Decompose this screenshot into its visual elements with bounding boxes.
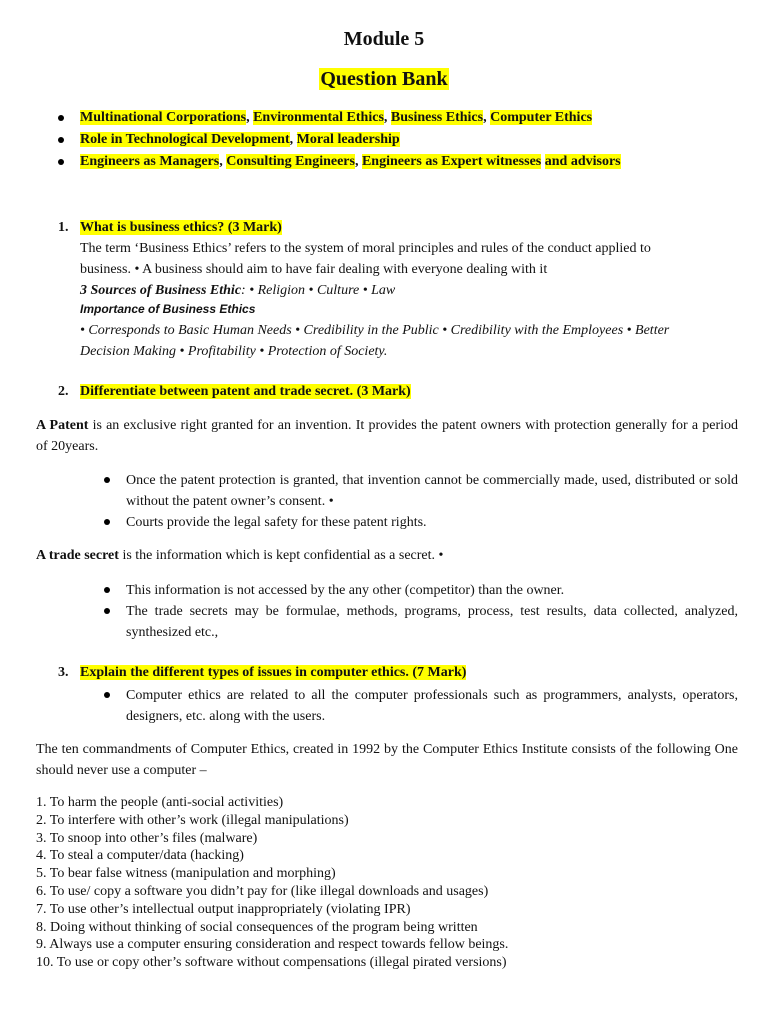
topic-separator: , [289,132,297,147]
topic-highlight: Engineers as Expert witnesses [361,154,542,169]
bullet-icon [104,519,110,525]
topic-highlight: Computer Ethics [490,110,593,125]
topic-text [80,154,621,169]
list-item [104,601,738,643]
q1-answer-line: The term ‘Business Ethics’ refers to the system of moral principles and rules of the conduct applied to [80,241,651,256]
question-2-heading [58,384,411,400]
topic-separator: , [219,154,227,169]
question-bank-title [0,68,768,91]
question-bank-title-text: Question Bank [320,68,448,90]
bullet-icon [104,608,110,614]
topic-separator: , [383,110,391,125]
list-item [104,512,738,533]
topic-text [80,110,592,125]
commandment-item: 6. To use/ copy a software you didn’t pay for (like illegal downloads and usages) [36,883,489,899]
computer-ethics-points [104,685,738,727]
bullet-icon [58,159,64,165]
commandment-item: 7. To use other’s intellectual output inappropriately (violating IPR) [36,901,411,917]
question-text: What is business ethics? (3 Mark) [80,220,282,235]
bullet-icon [104,477,110,483]
list-item-text: Courts provide the legal safety for these patent rights. [126,515,427,530]
trade-secret-label: A trade secret [36,548,119,563]
q1-importance-label [80,300,740,319]
topic-highlight: Consulting Engineers [226,154,355,169]
q1-answer-line: business. • A business should aim to have fair dealing with everyone dealing with it [80,262,548,277]
list-item [104,580,738,601]
topic-highlight: Moral leadership [296,132,400,147]
q1-sources [80,280,740,301]
topic-list [58,108,748,174]
question-number: 1. [58,220,69,235]
commandment-item: 1. To harm the people (anti-social activities) [36,795,284,810]
trade-secret-points [104,580,738,643]
patent-points [104,470,738,533]
commandment-item: 3. To snoop into other’s files (malware) [36,830,258,846]
topic-item [58,108,748,130]
trade-secret-paragraph [36,545,738,566]
module-title: Module 5 [343,28,425,50]
trade-secret-text: is the information which is kept confidential as a secret. • [118,548,444,563]
commandment-item: 2. To interfere with other’s work (illegal manipulations) [36,812,349,828]
question-text: Differentiate between patent and trade secret. (3 Mark) [80,384,411,399]
topic-item [58,152,748,174]
topic-highlight: Engineers as Managers [80,154,220,169]
question-number: 3. [58,665,69,680]
list-item [104,470,738,512]
bullet-icon [58,115,64,121]
list-item [104,685,738,727]
topic-item [58,130,748,152]
topic-highlight: Multinational Corporations [80,110,247,125]
q1-importance-line: Decision Making • Profitability • Protection of Society. [80,344,388,359]
importance-label: Importance of Business Ethics [80,302,256,316]
list-item-text: Computer ethics are related to all the computer professionals such as programmers, analysts, operators, designers, etc. along with the users. [126,688,738,724]
patent-text: is an exclusive right granted for an invention. It provides the patent owners with protection generally for a period of 20years. [36,418,738,454]
question-text: Explain the different types of issues in computer ethics. (7 Mark) [80,665,467,680]
patent-label: A Patent [36,418,89,433]
topic-text [80,132,400,147]
bullet-icon [58,137,64,143]
q1-importance-line: • Corresponds to Basic Human Needs • Credibility in the Public • Credibility with the Employees • Better [80,323,670,338]
question-number: 2. [58,384,69,399]
list-item-text: This information is not accessed by the any other (competitor) than the owner. [126,583,565,598]
commandments-intro: The ten commandments of Computer Ethics, created in 1992 by the Computer Ethics Institute consists of the following One should never use a computer – [36,742,738,778]
commandment-item: 5. To bear false witness (manipulation and morphing) [36,866,336,882]
list-item-text: Once the patent protection is granted, that invention cannot be commercially made, used, distributed or sold without the patent owner’s consent. • [126,473,738,509]
commandments-list [36,794,508,972]
patent-paragraph [36,415,738,457]
sources-label: 3 Sources of Business Ethic [80,283,242,298]
question-1-heading [58,220,282,236]
topic-separator: , [354,154,362,169]
bullet-icon [104,587,110,593]
commandment-item: 10. To use or copy other’s software without compensations (illegal pirated versions) [36,955,507,971]
topic-highlight: Role in Technological Development [80,132,290,147]
topic-separator: , [246,110,254,125]
topic-highlight: Environmental Ethics [253,110,384,125]
sources-text: : • Religion • Culture • Law [241,283,396,298]
bullet-icon [104,692,110,698]
commandment-item: 8. Doing without thinking of social consequences of the program being written [36,919,478,935]
commandment-item: 4. To steal a computer/data (hacking) [36,848,244,864]
commandment-item: 9. Always use a computer ensuring consideration and respect towards fellow beings. [36,937,509,953]
topic-separator: , [483,110,491,125]
topic-highlight: and advisors [544,154,621,169]
topic-highlight: Business Ethics [390,110,484,125]
question-3-heading [58,665,466,681]
list-item-text: The trade secrets may be formulae, methods, programs, process, test results, data collected, analyzed, synthesized etc., [126,604,738,640]
